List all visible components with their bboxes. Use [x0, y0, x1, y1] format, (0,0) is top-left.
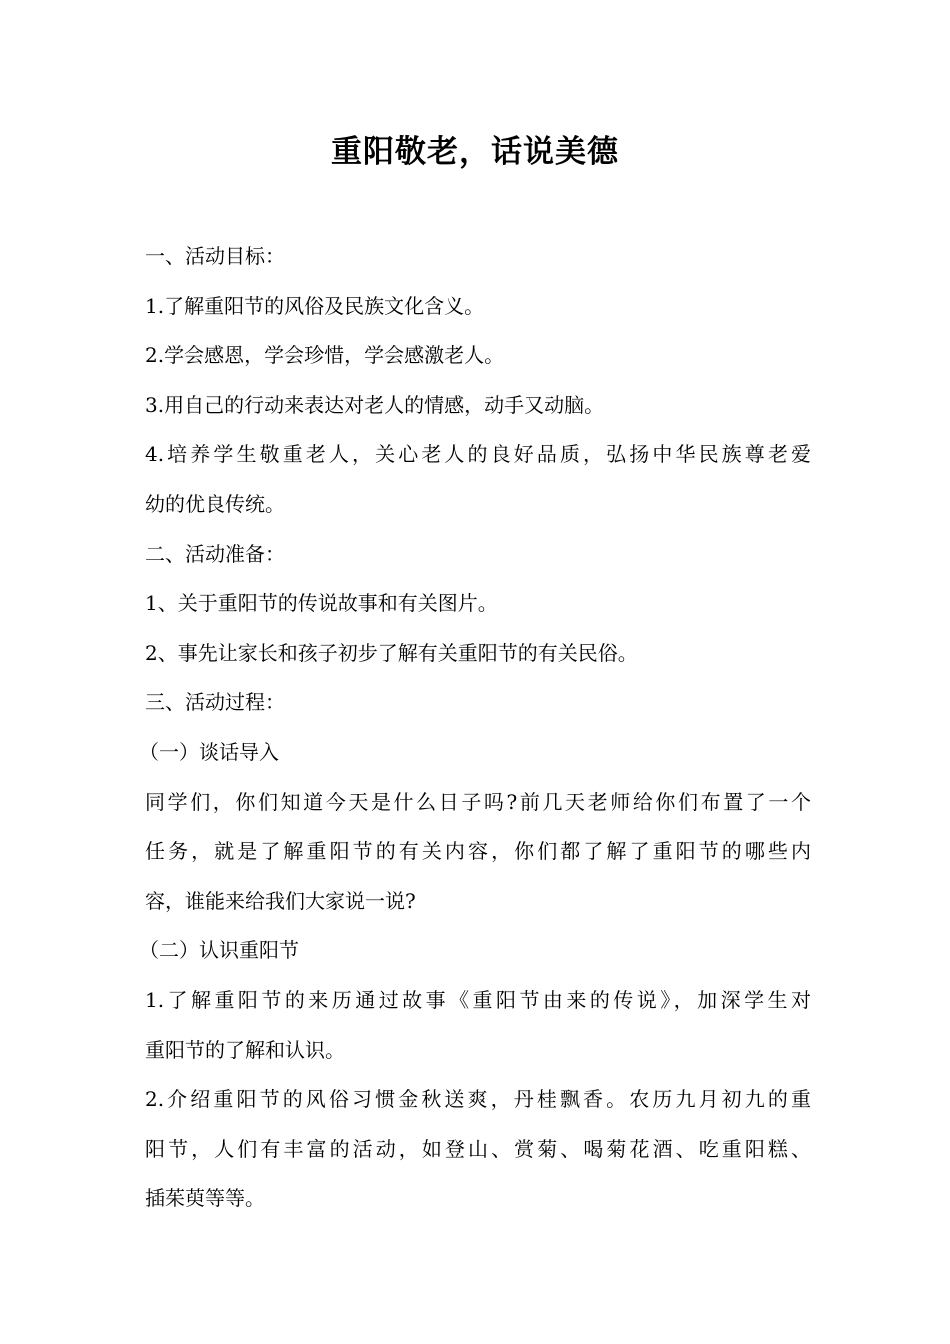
preparation-item-2: 2、事先让家长和孩子初步了解有关重阳节的有关民俗。: [145, 640, 638, 665]
section-heading-process: 三、活动过程：: [145, 690, 285, 715]
document-title: 重阳敬老，话说美德: [331, 134, 619, 170]
festival-item-2-line-1: 2.介绍重阳节的风俗习惯金秋送爽，丹桂飘香。农历九月初九的重: [145, 1087, 811, 1112]
festival-item-2-line-2: 阳节，人们有丰富的活动，如登山、赏菊、喝菊花酒、吃重阳糕、: [145, 1136, 811, 1161]
intro-paragraph-line-3: 容，谁能来给我们大家说一说?: [145, 888, 416, 913]
intro-paragraph-line-2: 任务，就是了解重阳节的有关内容，你们都了解了重阳节的哪些内: [145, 839, 811, 864]
section-heading-preparation: 二、活动准备：: [145, 541, 285, 566]
festival-item-1-line-2: 重阳节的了解和认识。: [145, 1037, 345, 1062]
goal-item-4-line-2: 幼的优良传统。: [145, 491, 285, 516]
subsection-heading-intro: （一）谈话导入: [139, 739, 279, 764]
goal-item-1: 1.了解重阳节的风俗及民族文化含义。: [145, 293, 485, 318]
section-heading-goals: 一、活动目标：: [145, 244, 285, 268]
goal-item-2: 2.学会感恩，学会珍惜，学会感激老人。: [145, 343, 505, 368]
goal-item-4-line-1: 4.培养学生敬重老人，关心老人的良好品质，弘扬中华民族尊老爱: [145, 442, 811, 467]
subsection-heading-know-festival: （二）认识重阳节: [139, 938, 299, 963]
goal-item-3: 3.用自己的行动来表达对老人的情感，动手又动脑。: [145, 392, 605, 417]
festival-item-2-line-3: 插茱萸等等。: [145, 1186, 265, 1211]
intro-paragraph-line-1: 同学们，你们知道今天是什么日子吗?前几天老师给你们布置了一个: [145, 789, 811, 814]
document-body: [139, 232, 811, 1224]
preparation-item-1: 1、关于重阳节的传说故事和有关图片。: [145, 591, 498, 616]
festival-item-1-line-1: 1.了解重阳节的来历通过故事《重阳节由来的传说》，加深学生对: [145, 987, 811, 1012]
